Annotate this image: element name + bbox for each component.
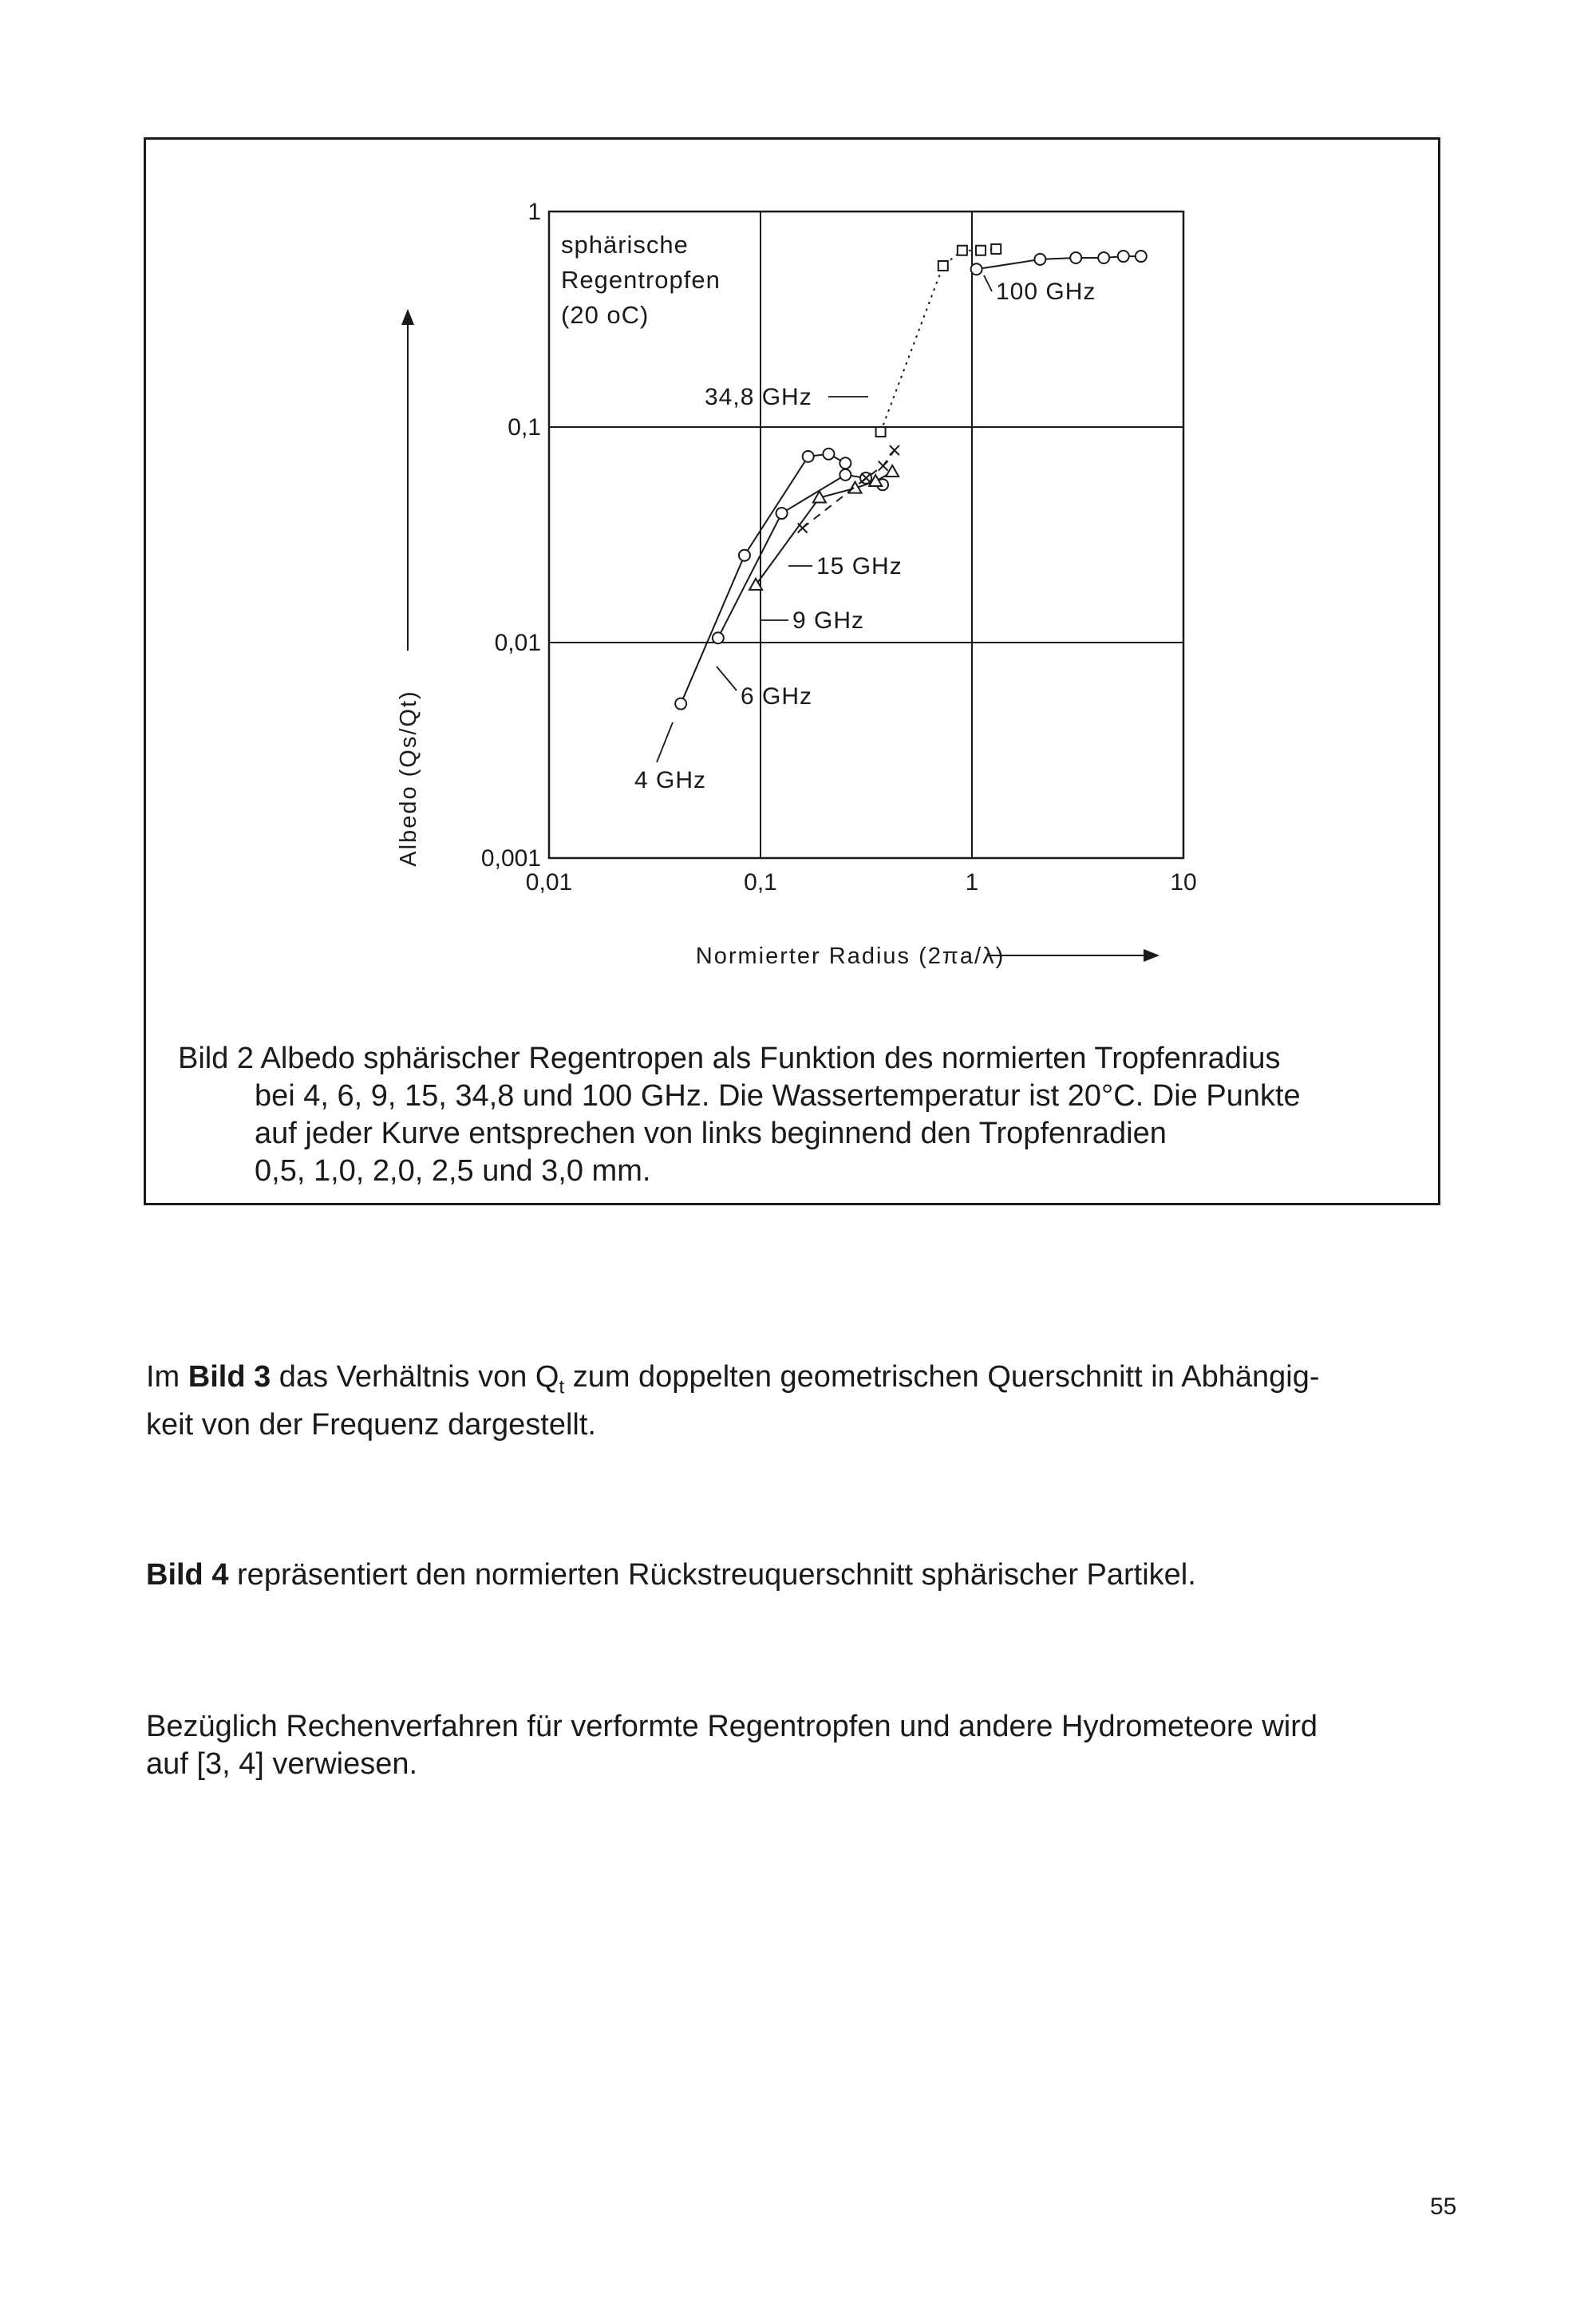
p1-text-b: zum doppelten geometrischen Querschnitt in Abhängig- bbox=[564, 1360, 1320, 1394]
data-point bbox=[976, 246, 986, 255]
data-point bbox=[839, 457, 851, 469]
data-point bbox=[879, 461, 888, 471]
x-tick-label: 0,01 bbox=[525, 869, 573, 896]
legend-text-line: (20 oC) bbox=[561, 301, 650, 329]
p1-bold: Bild 3 bbox=[188, 1360, 271, 1394]
series-label-leader bbox=[717, 666, 737, 690]
data-point bbox=[823, 449, 834, 460]
p3-line1: Bezüglich Rechenverfahren für verformte Regentropfen und andere Hydrometeore wird bbox=[146, 1710, 1318, 1743]
series-label: 9 GHz bbox=[792, 607, 865, 634]
data-point bbox=[798, 524, 808, 533]
data-point bbox=[1118, 251, 1129, 262]
p3-line2: auf [3, 4] verwiesen. bbox=[146, 1747, 418, 1781]
page-number: 55 bbox=[1430, 2193, 1457, 2220]
y-tick-label: 0,1 bbox=[508, 414, 541, 441]
caption-line-1: Bild 2 Albedo sphärischer Regentropen als Funktion des normierten Tropfenradius bbox=[178, 1042, 1281, 1075]
data-point bbox=[890, 445, 899, 455]
y-tick-label: 0,01 bbox=[494, 630, 541, 656]
data-point bbox=[803, 451, 814, 462]
y-axis-arrow-head bbox=[401, 309, 414, 325]
legend-text-line: sphärische bbox=[561, 231, 689, 259]
x-tick-label: 10 bbox=[1170, 869, 1197, 896]
x-tick-label: 0,1 bbox=[744, 869, 777, 896]
series-label: 15 GHz bbox=[816, 553, 903, 579]
series-line bbox=[881, 249, 997, 432]
data-point bbox=[739, 550, 750, 561]
data-point bbox=[886, 465, 899, 477]
data-point bbox=[839, 469, 851, 481]
figure-caption bbox=[178, 1040, 1423, 1190]
paragraph-reference bbox=[146, 1708, 1455, 1783]
data-point bbox=[938, 261, 948, 271]
figure-frame bbox=[144, 137, 1440, 1205]
p2-text: repräsentiert den normierten Rückstreuquerschnitt sphärischer Partikel. bbox=[228, 1558, 1196, 1592]
y-tick-label: 1 bbox=[527, 199, 541, 225]
p1-sub: t bbox=[559, 1376, 565, 1398]
data-point bbox=[1070, 252, 1081, 263]
albedo-chart bbox=[146, 140, 1439, 1098]
series-label: 4 GHz bbox=[634, 767, 707, 793]
p1-prefix: Im bbox=[146, 1360, 188, 1394]
data-point bbox=[1098, 252, 1109, 263]
caption-line-2: bei 4, 6, 9, 15, 34,8 und 100 GHz. Die Wassertemperatur ist 20°C. Die Punkte bbox=[255, 1079, 1301, 1113]
data-point bbox=[958, 246, 967, 255]
paragraph-bild4 bbox=[146, 1556, 1455, 1594]
x-axis-arrow-head bbox=[1144, 949, 1159, 962]
series-label: 34,8 GHz bbox=[705, 384, 812, 410]
caption-line-4: 0,5, 1,0, 2,0, 2,5 und 3,0 mm. bbox=[255, 1154, 651, 1188]
p2-bold: Bild 4 bbox=[146, 1558, 229, 1592]
series-label-leader bbox=[984, 275, 992, 291]
data-point bbox=[1136, 251, 1147, 262]
y-tick-label: 0,001 bbox=[480, 845, 541, 872]
series-label: 6 GHz bbox=[741, 683, 813, 710]
p1-line2: keit von der Frequenz dargestellt. bbox=[146, 1407, 596, 1442]
data-point bbox=[675, 698, 686, 710]
data-point bbox=[876, 427, 886, 437]
series-label-leader bbox=[657, 722, 673, 762]
y-axis-label: Albedo (Qs/Qt) bbox=[396, 690, 421, 867]
series-label: 100 GHz bbox=[996, 279, 1096, 305]
caption-line-3: auf jeder Kurve entsprechen von links beginnend den Tropfenradien bbox=[255, 1117, 1167, 1150]
data-point bbox=[713, 632, 724, 643]
data-point bbox=[1034, 254, 1045, 265]
series-line bbox=[977, 256, 1141, 269]
x-axis-label: Normierter Radius (2πa/λ) bbox=[695, 943, 1005, 969]
data-point bbox=[776, 508, 788, 519]
paragraph-bild3 bbox=[146, 1359, 1455, 1444]
data-point bbox=[991, 244, 1001, 254]
legend-text-line: Regentropfen bbox=[561, 266, 721, 294]
x-tick-label: 1 bbox=[965, 869, 979, 896]
p1-text-a: das Verhältnis von Q bbox=[271, 1360, 559, 1394]
data-point bbox=[971, 263, 982, 275]
